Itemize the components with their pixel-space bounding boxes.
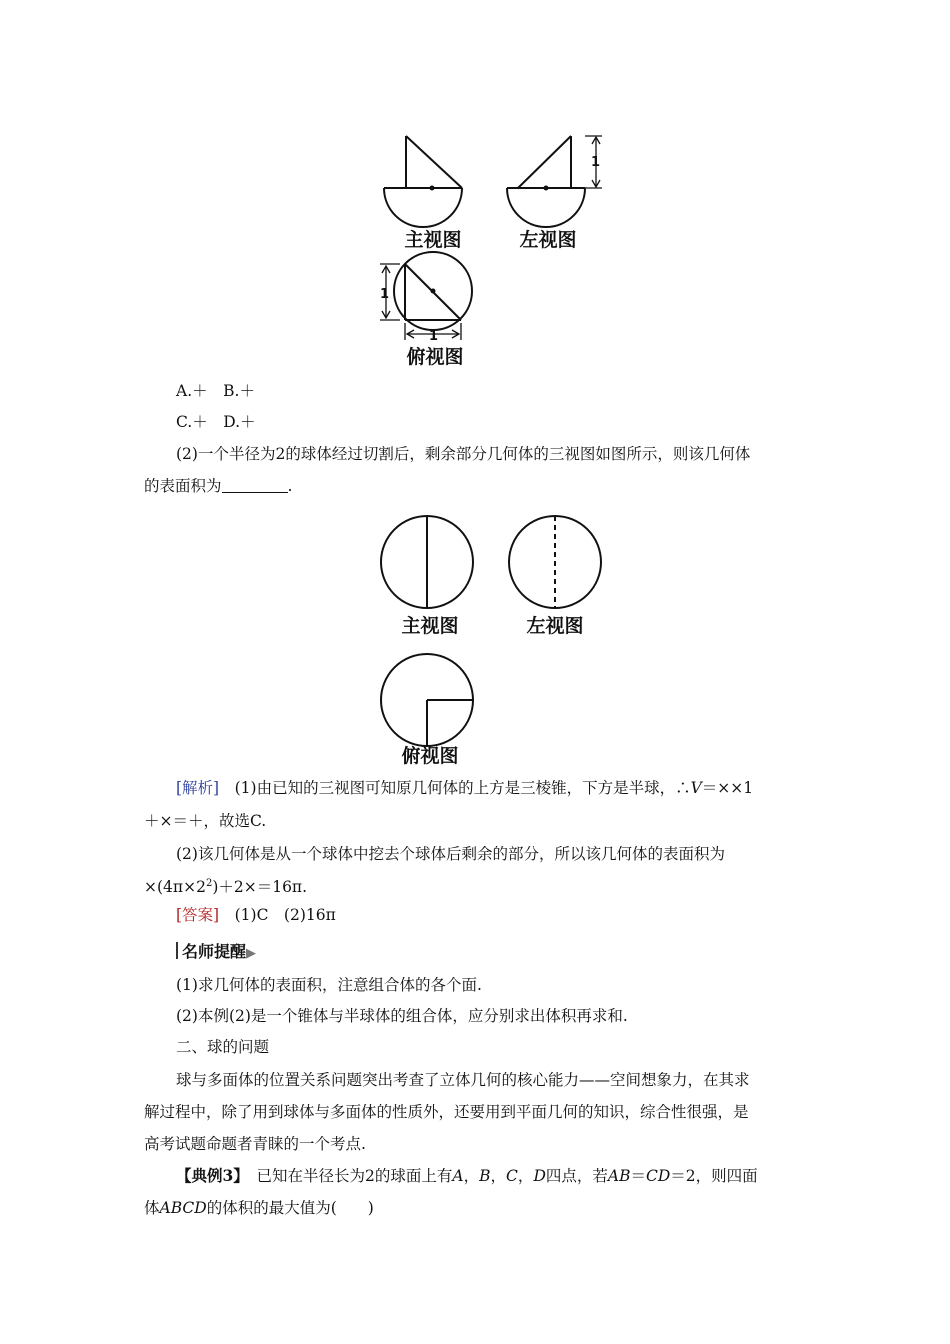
front-view-2-caption: 主视图 — [401, 615, 459, 637]
ex3-text-b: 四点，若 — [545, 1167, 608, 1185]
tip-bar-icon — [176, 942, 178, 959]
ex3-eq: ＝ — [630, 1167, 646, 1185]
ex3-sep-2: ， — [490, 1167, 507, 1185]
figure-2-three-views — [375, 512, 610, 770]
options-row-1: A.＋ B.＋ — [176, 382, 255, 400]
section-2-para-line-1: 球与多面体的位置关系问题突出考查了立体几何的核心能力——空间想象力，在其求 — [176, 1071, 750, 1089]
top-center-dot — [431, 289, 436, 294]
tip-title: 名师提醒 — [182, 942, 247, 961]
ex3-seg-cd: CD — [646, 1167, 671, 1185]
analysis-line-4 — [144, 874, 824, 897]
example-3-line-1 — [176, 1166, 856, 1186]
ex3-text-a: 已知在半径长为2的球面上有 — [241, 1167, 453, 1185]
example-3-line-2 — [144, 1198, 824, 1218]
ex3-point-c: C — [506, 1167, 518, 1185]
ex3-point-b: B — [479, 1167, 491, 1185]
analysis-line-1 — [176, 778, 856, 798]
side-center-dot — [544, 186, 549, 191]
analysis-text-4b: )＋2×＝16π. — [212, 878, 308, 897]
top-view-2-caption: 俯视图 — [401, 745, 459, 767]
analysis-line-2: ＋×＝＋，故选C. — [144, 812, 267, 830]
front-view-1 — [384, 136, 462, 227]
answer-blank — [222, 478, 288, 493]
figure-1-three-views — [370, 128, 610, 373]
problem-2-suffix: . — [287, 477, 293, 495]
teacher-tip-heading — [176, 942, 856, 964]
problem-2-line-1: (2)一个半径为2的球体经过切割后，剩余部分几何体的三视图如图所示，则该几何体 — [176, 445, 751, 463]
example-3-tag: 【典例3】 — [176, 1166, 242, 1185]
analysis-text-1a: (1)由已知的三视图可知原几何体的上方是三棱锥，下方是半球，∴ — [219, 779, 691, 797]
top-left-dimension-label: 1 — [380, 287, 390, 302]
triangle-right-icon: ▶ — [246, 946, 257, 961]
analysis-line-3: (2)该几何体是从一个球体中挖去个球体后剩余的部分，所以该几何体的表面积为 — [176, 845, 725, 863]
section-2-heading: 二、球的问题 — [176, 1038, 270, 1056]
answer-tag: [答案] — [176, 906, 220, 924]
ex3-point-d: D — [533, 1167, 546, 1185]
top-view-caption: 俯视图 — [406, 346, 464, 368]
analysis-text-4a: ×(4π×2 — [144, 878, 206, 897]
side-view-caption: 左视图 — [519, 229, 577, 251]
ex3-text-e: 的体积的最大值为( ) — [206, 1199, 374, 1217]
ex3-sep-3: ， — [517, 1167, 534, 1185]
side-view-2-caption: 左视图 — [526, 615, 584, 637]
analysis-var-v: V — [690, 779, 702, 797]
section-2-para-line-3: 高考试题命题者青睐的一个考点. — [144, 1135, 366, 1153]
front-view-2 — [381, 516, 473, 608]
teacher-tip-line-1: (1)求几何体的表面积，注意组合体的各个面. — [176, 976, 482, 994]
answer-text: (1)C (2)16π — [219, 906, 336, 924]
figure-1-svg — [370, 128, 610, 373]
ex3-seg-ab: AB — [607, 1167, 631, 1185]
top-bottom-dimension-label: 1 — [429, 329, 439, 344]
problem-2-line-2 — [144, 476, 824, 496]
answer-line — [176, 905, 856, 925]
section-2-para-line-2: 解过程中，除了用到球体与多面体的性质外，还要用到平面几何的知识，综合性很强，是 — [144, 1103, 749, 1121]
ex3-sep-1: ， — [463, 1167, 480, 1185]
ex3-point-a: A — [452, 1167, 464, 1185]
problem-2-prefix: 的表面积为 — [144, 477, 222, 495]
ex3-text-c: ＝2，则四面 — [670, 1167, 758, 1185]
ex3-tetrahedron: ABCD — [159, 1199, 207, 1217]
side-view-2 — [509, 516, 601, 608]
top-view-2 — [381, 654, 473, 746]
front-center-dot — [430, 186, 435, 191]
ex3-text-d: 体 — [144, 1199, 160, 1217]
analysis-tag: [解析] — [176, 779, 220, 797]
analysis-text-1b: ＝××1 — [701, 779, 754, 797]
side-view-1 — [507, 136, 585, 227]
figure-2-svg — [375, 512, 610, 770]
options-row-2: C.＋ D.＋ — [176, 413, 256, 431]
side-dimension-label: 1 — [591, 155, 601, 170]
front-view-caption: 主视图 — [404, 229, 462, 251]
analysis-superscript: 2 — [205, 878, 213, 889]
teacher-tip-line-2: (2)本例(2)是一个锥体与半球体的组合体，应分别求出体积再求和. — [176, 1007, 628, 1025]
